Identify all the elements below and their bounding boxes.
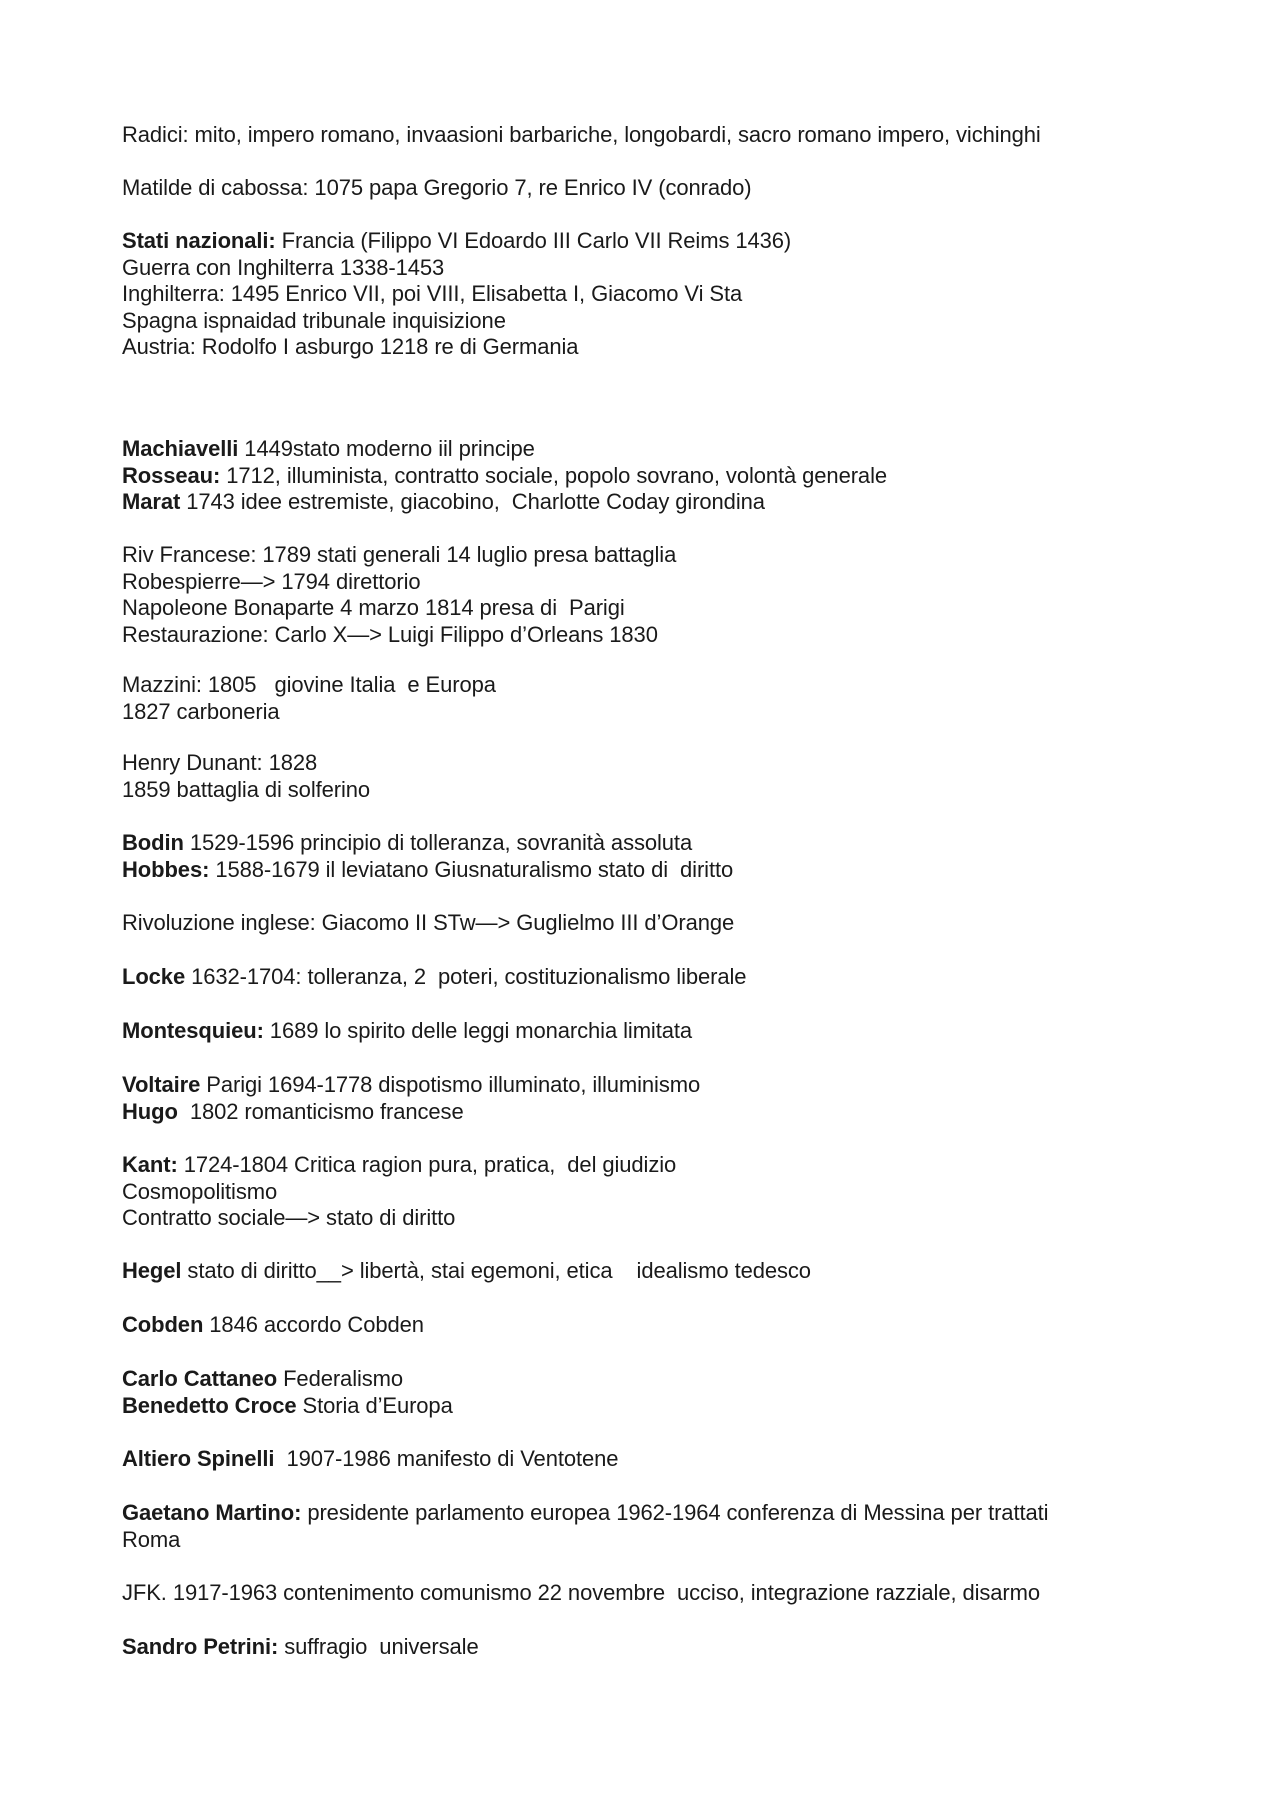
text-line: Hegel stato di diritto__> libertà, stai egemoni, etica idealismo tedesco	[122, 1258, 811, 1283]
text-line: Machiavelli 1449stato moderno iil principe	[122, 436, 535, 461]
text-line: Robespierre—> 1794 direttorio	[122, 568, 421, 594]
paragraph-locke	[122, 964, 1162, 991]
text-line: Hobbes: 1588-1679 il leviatano Giusnaturalismo stato di diritto	[122, 856, 734, 882]
paragraph-kant	[122, 1152, 1162, 1232]
text-line: Radici: mito, impero romano, invaasioni barbariche, longobardi, sacro romano impero, vichinghi	[122, 122, 1041, 147]
text-line: Hugo 1802 romanticismo francese	[122, 1098, 464, 1124]
text-line: Carlo Cattaneo Federalismo	[122, 1366, 404, 1391]
text-line: 1827 carboneria	[122, 698, 280, 724]
paragraph-montesquieu	[122, 1018, 1162, 1045]
text-line: Matilde di cabossa: 1075 papa Gregorio 7, re Enrico IV (conrado)	[122, 175, 752, 200]
text-line: Gaetano Martino: presidente parlamento europea 1962-1964 conferenza di Messina per trattati	[122, 1500, 1049, 1525]
text-line: Riv Francese: 1789 stati generali 14 luglio presa battaglia	[122, 542, 677, 567]
text-line: Contratto sociale—> stato di diritto	[122, 1205, 456, 1230]
text-line: Napoleone Bonaparte 4 marzo 1814 presa di Parigi	[122, 595, 625, 620]
text-line: 1859 battaglia di solferino	[122, 776, 371, 802]
paragraph-jfk	[122, 1580, 1162, 1607]
paragraph-riv-francese	[122, 542, 1162, 648]
paragraph-machiavelli	[122, 436, 1162, 516]
paragraph-voltaire-hugo	[122, 1072, 1162, 1125]
paragraph-rivoluzione-inglese	[122, 910, 1162, 937]
text-line: Roma	[122, 1526, 181, 1552]
text-line: Cosmopolitismo	[122, 1178, 278, 1204]
text-line: Henry Dunant: 1828	[122, 750, 318, 775]
text-line: Spagna ispnaidad tribunale inquisizione	[122, 307, 506, 333]
paragraph-stati-nazionali	[122, 228, 1162, 361]
text-line: Rosseau: 1712, illuminista, contratto sociale, popolo sovrano, volontà generale	[122, 462, 887, 488]
text-line: Cobden 1846 accordo Cobden	[122, 1312, 424, 1337]
text-line: Rivoluzione inglese: Giacomo II STw—> Guglielmo III d’Orange	[122, 910, 735, 935]
paragraph-dunant	[122, 750, 1162, 803]
text-line: Benedetto Croce Storia d’Europa	[122, 1392, 453, 1418]
text-line: Locke 1632-1704: tolleranza, 2 poteri, costituzionalismo liberale	[122, 964, 747, 989]
text-line: Austria: Rodolfo I asburgo 1218 re di Germania	[122, 334, 579, 359]
text-line: Sandro Petrini: suffragio universale	[122, 1634, 479, 1659]
paragraph-matilde	[122, 175, 1162, 202]
text-line: Montesquieu: 1689 lo spirito delle leggi monarchia limitata	[122, 1018, 692, 1043]
text-line: Guerra con Inghilterra 1338-1453	[122, 254, 445, 280]
paragraph-martino	[122, 1500, 1162, 1553]
text-line: Marat 1743 idee estremiste, giacobino, Charlotte Coday girondina	[122, 489, 765, 514]
paragraph-hegel	[122, 1258, 1162, 1285]
paragraph-cattaneo-croce	[122, 1366, 1162, 1419]
paragraph-radici	[122, 122, 1162, 149]
text-line: Restaurazione: Carlo X—> Luigi Filippo d’Orleans 1830	[122, 621, 658, 647]
text-line: Kant: 1724-1804 Critica ragion pura, pratica, del giudizio	[122, 1152, 677, 1177]
text-line: Bodin 1529-1596 principio di tolleranza, sovranità assoluta	[122, 830, 693, 855]
text-line: Stati nazionali: Francia (Filippo VI Edoardo III Carlo VII Reims 1436)	[122, 228, 792, 253]
paragraph-spinelli	[122, 1446, 1162, 1473]
text-line: JFK. 1917-1963 contenimento comunismo 22 novembre ucciso, integrazione razziale, disarmo	[122, 1580, 1041, 1605]
paragraph-mazzini	[122, 672, 1162, 725]
paragraph-cobden	[122, 1312, 1162, 1339]
text-line: Inghilterra: 1495 Enrico VII, poi VIII, Elisabetta I, Giacomo Vi Sta	[122, 281, 743, 306]
text-line: Altiero Spinelli 1907-1986 manifesto di Ventotene	[122, 1446, 619, 1471]
text-line: Voltaire Parigi 1694-1778 dispotismo illuminato, illuminismo	[122, 1072, 701, 1097]
paragraph-bodin-hobbes	[122, 830, 1162, 883]
text-line: Mazzini: 1805 giovine Italia e Europa	[122, 672, 496, 697]
paragraph-petrini	[122, 1634, 1162, 1661]
